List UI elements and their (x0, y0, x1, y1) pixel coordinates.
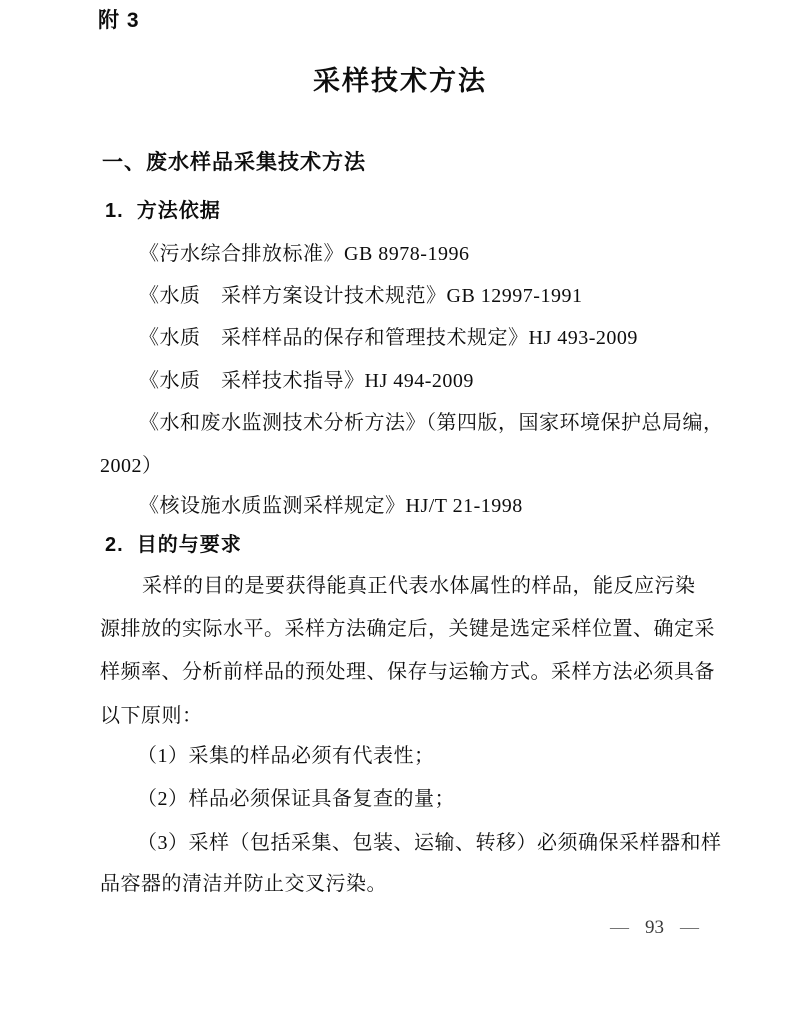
footer-dash-right: — (680, 917, 699, 938)
paragraph-line: 采样的目的是要获得能真正代表水体属性的样品，能反应污染 (142, 575, 696, 597)
section-heading: 一、废水样品采集技术方法 (102, 151, 366, 174)
reference-line: 《污水综合排放标准》GB 8978-1996 (139, 243, 470, 265)
reference-line: 《水质 采样技术指导》HJ 494-2009 (139, 370, 474, 392)
footer-dash-left: — (610, 917, 629, 938)
principle-item: （1）采集的样品必须有代表性； (137, 745, 435, 767)
reference-line: 《水质 采样样品的保存和管理技术规定》HJ 493-2009 (139, 327, 638, 349)
paragraph-line: 样频率、分析前样品的预处理、保存与运输方式。采样方法必须具备 (100, 661, 715, 683)
principle-item: （2）样品必须保证具备复查的量； (137, 788, 455, 810)
reference-line-continuation: 2002） (100, 455, 163, 477)
subsection-heading-method-basis: 1. 方法依据 (105, 200, 221, 222)
paragraph-line: 以下原则： (100, 705, 203, 727)
appendix-label: 附 3 (98, 9, 140, 32)
paragraph-line: 源排放的实际水平。采样方法确定后，关键是选定采样位置、确定采 (100, 618, 715, 640)
page-footer (610, 917, 699, 939)
page-number: 93 (645, 917, 664, 938)
principle-item: （3）采样（包括采集、包装、运输、转移）必须确保采样器和样 (137, 832, 722, 854)
subsection-heading-purpose: 2. 目的与要求 (105, 534, 242, 556)
reference-line: 《核设施水质监测采样规定》HJ/T 21-1998 (139, 495, 523, 517)
principle-item-continuation: 品容器的清洁并防止交叉污染。 (100, 873, 387, 895)
page-title: 采样技术方法 (313, 66, 487, 96)
reference-line: 《水质 采样方案设计技术规范》GB 12997-1991 (139, 285, 583, 307)
reference-line: 《水和废水监测技术分析方法》（第四版，国家环境保护总局编， (139, 412, 724, 434)
